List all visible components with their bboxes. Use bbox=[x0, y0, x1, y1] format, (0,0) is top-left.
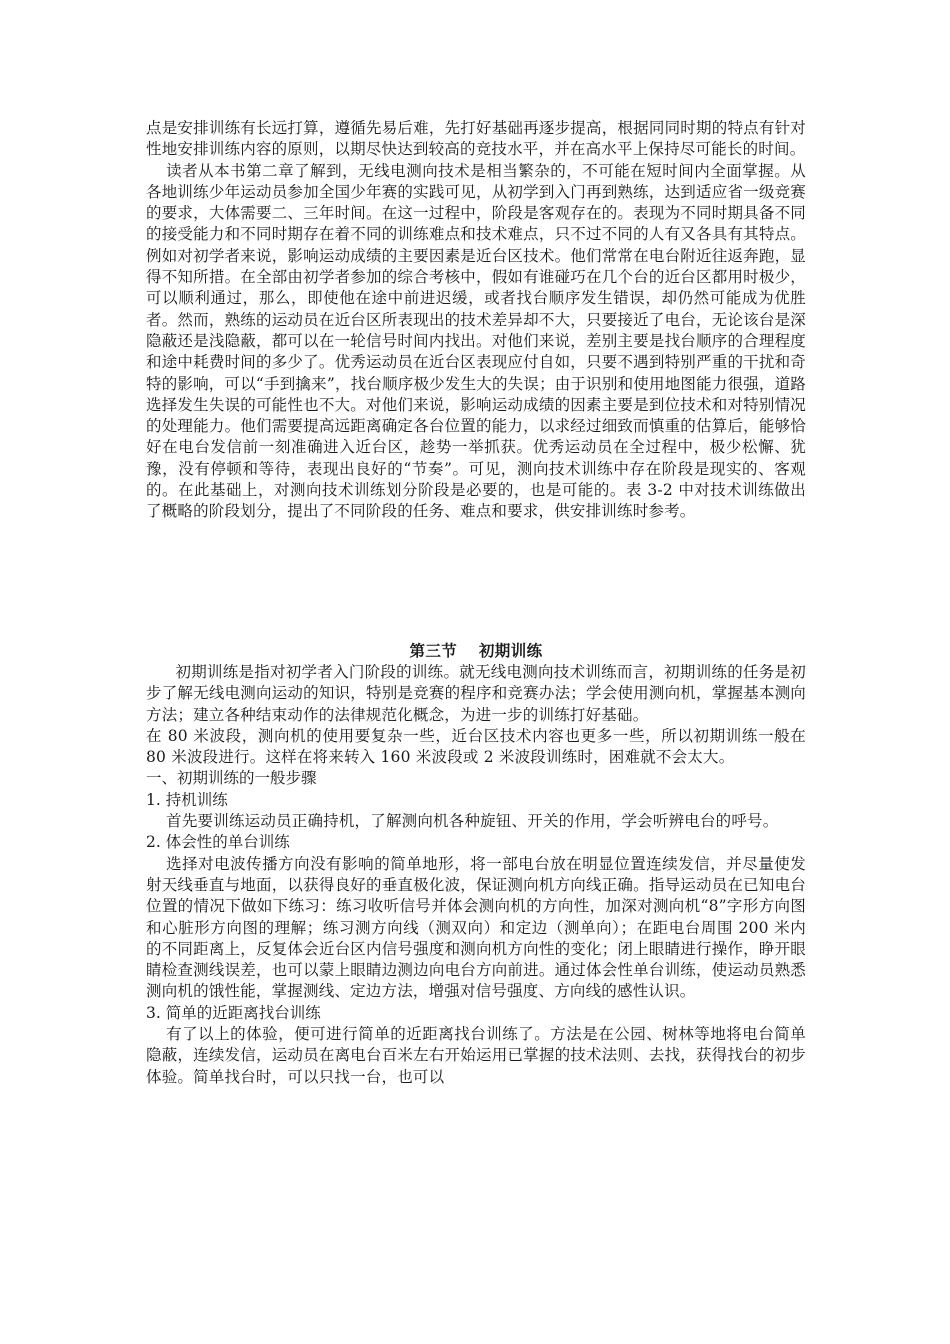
paragraph-initial-training-intro: 初期训练是指对初学者入门阶段的训练。就无线电测向技术训练而言，初期训练的任务是初步了解无线电测向运动的知识，特别是竞赛的程序和竞赛办法；学会使用测向机，掌握基本测向方法；建立各种结束动作的法律规范化概念，为进一步的训练打好基础。 bbox=[146, 662, 806, 724]
step-1-text: 首先要训练运动员正确持机，了解测向机各种旋钮、开关的作用，学会听辨电台的呼号。 bbox=[166, 812, 779, 831]
step-2-title: 2. 体会性的单台训练 bbox=[146, 833, 290, 852]
subheading-general-steps: 一、初期训练的一般步骤 bbox=[146, 769, 317, 788]
step-2-text: 选择对电波传播方向没有影响的简单地形，将一部电台放在明显位置连续发信，并尽量使发射天线垂直与地面，以获得良好的垂直极化波，保证测向机方向线正确。指导运动员在已知电台位置的情况下做如下练习：练习收听信号并体会测向机的方向性，加深对测向机“8”字形方向图和心脏形方向图的理解；练习测方向线（测双向）和定边（测单向）；在距电台周围 200 米内的不同距离上，反复体会近台区内信号强度和测向机方向性的变化；闭上眼睛进行操作，睁开眼睛检查测线误差，也可以蒙上眼睛边测边向电台方向前进。通过体会性单台训练，使运动员熟悉测向机的饿性能，掌握测线、定边方法，增强对信号强度、方向线的感性认识。 bbox=[146, 854, 806, 1001]
document-page bbox=[146, 118, 806, 1088]
page-gap bbox=[146, 523, 806, 641]
step-3-text: 有了以上的体验，便可进行简单的近距离找台训练了。方法是在公园、树林等地将电台简单隐蔽，连续发信，运动员在离电台百米左右开始运用已掌握的技术法则、去找，获得找台的初步体验。简单找台时，可以只找一台，也可以 bbox=[146, 1024, 806, 1086]
paragraph-training-principle: 点是安排训练有长远打算，遵循先易后难，先打好基础再逐步提高，根据同同时期的特点有针对性地安排训练内容的原则，以期尽快达到较高的竞技水平，并在高水平上保持尽可能长的时间。 bbox=[146, 119, 806, 159]
paragraph-band-note: 在 80 米波段，测向机的使用要复杂一些，近台区技术内容也更多一些，所以初期训练一般在 80 米波段进行。这样在将来转入 160 米波段或 2 米波段训练时，困难就不会太大。 bbox=[146, 726, 806, 767]
step-1-title: 1. 持机训练 bbox=[146, 790, 228, 809]
paragraph-training-stages: 读者从本书第二章了解到，无线电测向技术是相当繁杂的，不可能在短时间内全面掌握。从各地训练少年运动员参加全国少年赛的实践可见，从初学到入门再到熟练，达到适应省一级竞赛的要求，大体需要二、三年时间。在这一过程中，阶段是客观存在的。表现为不同时期具备不同的接受能力和不同时期存在着不同的训练难点和技术难点，只不过不同的人有又各具有其特点。例如对初学者来说，影响运动成绩的主要因素是近台区技术。他们常常在电台附近往返奔跑，显得不知所措。在全部由初学者参加的综合考核中，假如有谁碰巧在几个台的近台区都用时极少，可以顺利通过，那么，即使他在途中前进迟缓，或者找台顺序发生错误，却仍然可能成为优胜者。然而，熟练的运动员在近台区所表现出的技术差异却不大，只要接近了电台，无论该台是深隐蔽还是浅隐蔽，都可以在一轮信号时间内找出。对他们来说，差别主要是找台顺序的合理程度和途中耗费时间的多少了。优秀运动员在近台区表现应付自如，只要不遇到特别严重的干扰和奇特的影响，可以“手到擒来”，找台顺序极少发生大的失误；由于识别和使用地图能力很强，道路选择发生失误的可能性也不大。对他们来说，影响运动成绩的因素主要是到位技术和对特别情况的处理能力。他们需要提高远距离确定各台位置的能力，以求经过细致而慎重的估算后，能够恰好在电台发信前一刻准确进入近台区，趁势一举抓获。优秀运动员在全过程中，极少松懈、犹豫，没有停顿和等待，表现出良好的“节奏”。可见，测向技术训练中存在阶段是现实的、客观的。在此基础上，对测向技术训练划分阶段是必要的，也是可能的。表 3-2 中对技术训练做出了概略的阶段划分，提出了不同阶段的任务、难点和要求，供安排训练时参考。 bbox=[146, 161, 806, 521]
section-title: 第三节 初期训练 bbox=[409, 641, 543, 660]
step-3-title: 3. 简单的近距离找台训练 bbox=[146, 1003, 321, 1022]
